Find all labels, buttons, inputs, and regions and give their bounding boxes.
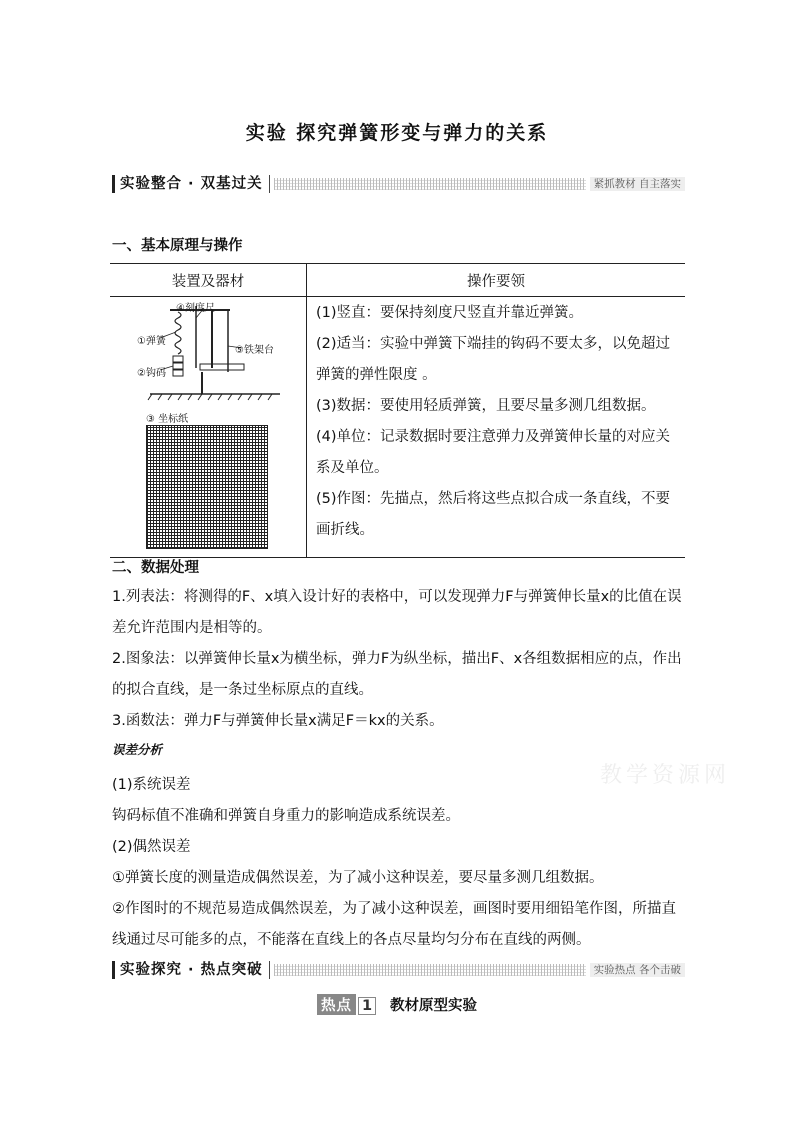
- label-ruler: ④刻度尺: [176, 303, 215, 314]
- method-function: 3.函数法：弹力F与弹簧伸长量x满足F＝kx的关系。: [112, 713, 444, 729]
- part2-heading: 二、数据处理: [112, 560, 199, 576]
- op-item: (4)单位：记录数据时要注意弹力及弹簧伸长量的对应关系及单位。: [316, 429, 671, 476]
- op-item: (2)适当：实验中弹簧下端挂的钩码不要太多，以免超过弹簧的弹性限度 。: [316, 336, 671, 383]
- hotspot-heading: [0, 994, 794, 1015]
- label-paper: ③ 坐标纸: [146, 414, 189, 425]
- table-header-ops: 操作要领: [307, 264, 686, 297]
- apparatus-diagram: [130, 296, 300, 406]
- part1-heading: 一、基本原理与操作: [112, 238, 243, 254]
- rand-error-title: (2)偶然误差: [112, 839, 191, 855]
- label-stand: ⑤铁架台: [235, 345, 274, 356]
- section-label: 实验探究 · 热点突破: [112, 961, 270, 979]
- graph-paper: [146, 425, 268, 549]
- section-label: 实验整合 · 双基过关: [112, 175, 270, 193]
- op-item: (5)作图：先描点，然后将这些点拟合成一条直线，不要画折线。: [316, 491, 671, 538]
- section-header-integration: [112, 175, 685, 193]
- op-item: (1)竖直：要保持刻度尺竖直并靠近弹簧。: [316, 305, 584, 321]
- page-title: 实验 探究弹簧形变与弹力的关系: [245, 122, 549, 144]
- method-list-table: 1.列表法：将测得的F、x填入设计好的表格中，可以发现弹力F与弹簧伸长量x的比值在误差允许范围内是相等的。: [112, 589, 682, 636]
- section-tagline: 实验热点 各个击破: [590, 963, 685, 977]
- data-methods: [112, 582, 684, 737]
- watermark: 教学资源网: [600, 763, 731, 788]
- hot-badge: 热点: [317, 994, 356, 1015]
- error-heading: 误差分析: [112, 742, 163, 757]
- label-weight: ②钩码: [137, 368, 166, 379]
- section-hatch: [274, 964, 586, 976]
- section-header-explore: [112, 961, 685, 979]
- sys-error-text: 钩码标值不准确和弹簧自身重力的影响造成系统误差。: [112, 808, 460, 824]
- rand-error-1: ①弹簧长度的测量造成偶然误差，为了减小这种误差，要尽量多测几组数据。: [112, 870, 604, 886]
- hot-name: 教材原型实验: [390, 998, 477, 1014]
- op-item: (3)数据：要使用轻质弹簧，且要尽量多测几组数据。: [316, 398, 656, 414]
- table-header-apparatus: 装置及器材: [110, 264, 307, 297]
- error-analysis: [112, 770, 684, 956]
- method-graph: 2.图象法：以弹簧伸长量x为横坐标，弹力F为纵坐标，描出F、x各组数据相应的点，作出的拟合直线，是一条过坐标原点的直线。: [112, 651, 682, 698]
- section-tagline: 紧抓教材 自主落实: [590, 177, 685, 191]
- label-spring: ①弹簧: [137, 336, 166, 347]
- ops-cell: [307, 297, 686, 558]
- hot-number: 1: [358, 997, 376, 1015]
- sys-error-title: (1)系统误差: [112, 777, 191, 793]
- rand-error-2: ②作图时的不规范易造成偶然误差，为了减小这种误差，画图时要用细铅笔作图，所描直线通过尽可能多的点，不能落在直线上的各点尽量均匀分布在直线的两侧。: [112, 901, 676, 948]
- section-hatch: [274, 178, 586, 190]
